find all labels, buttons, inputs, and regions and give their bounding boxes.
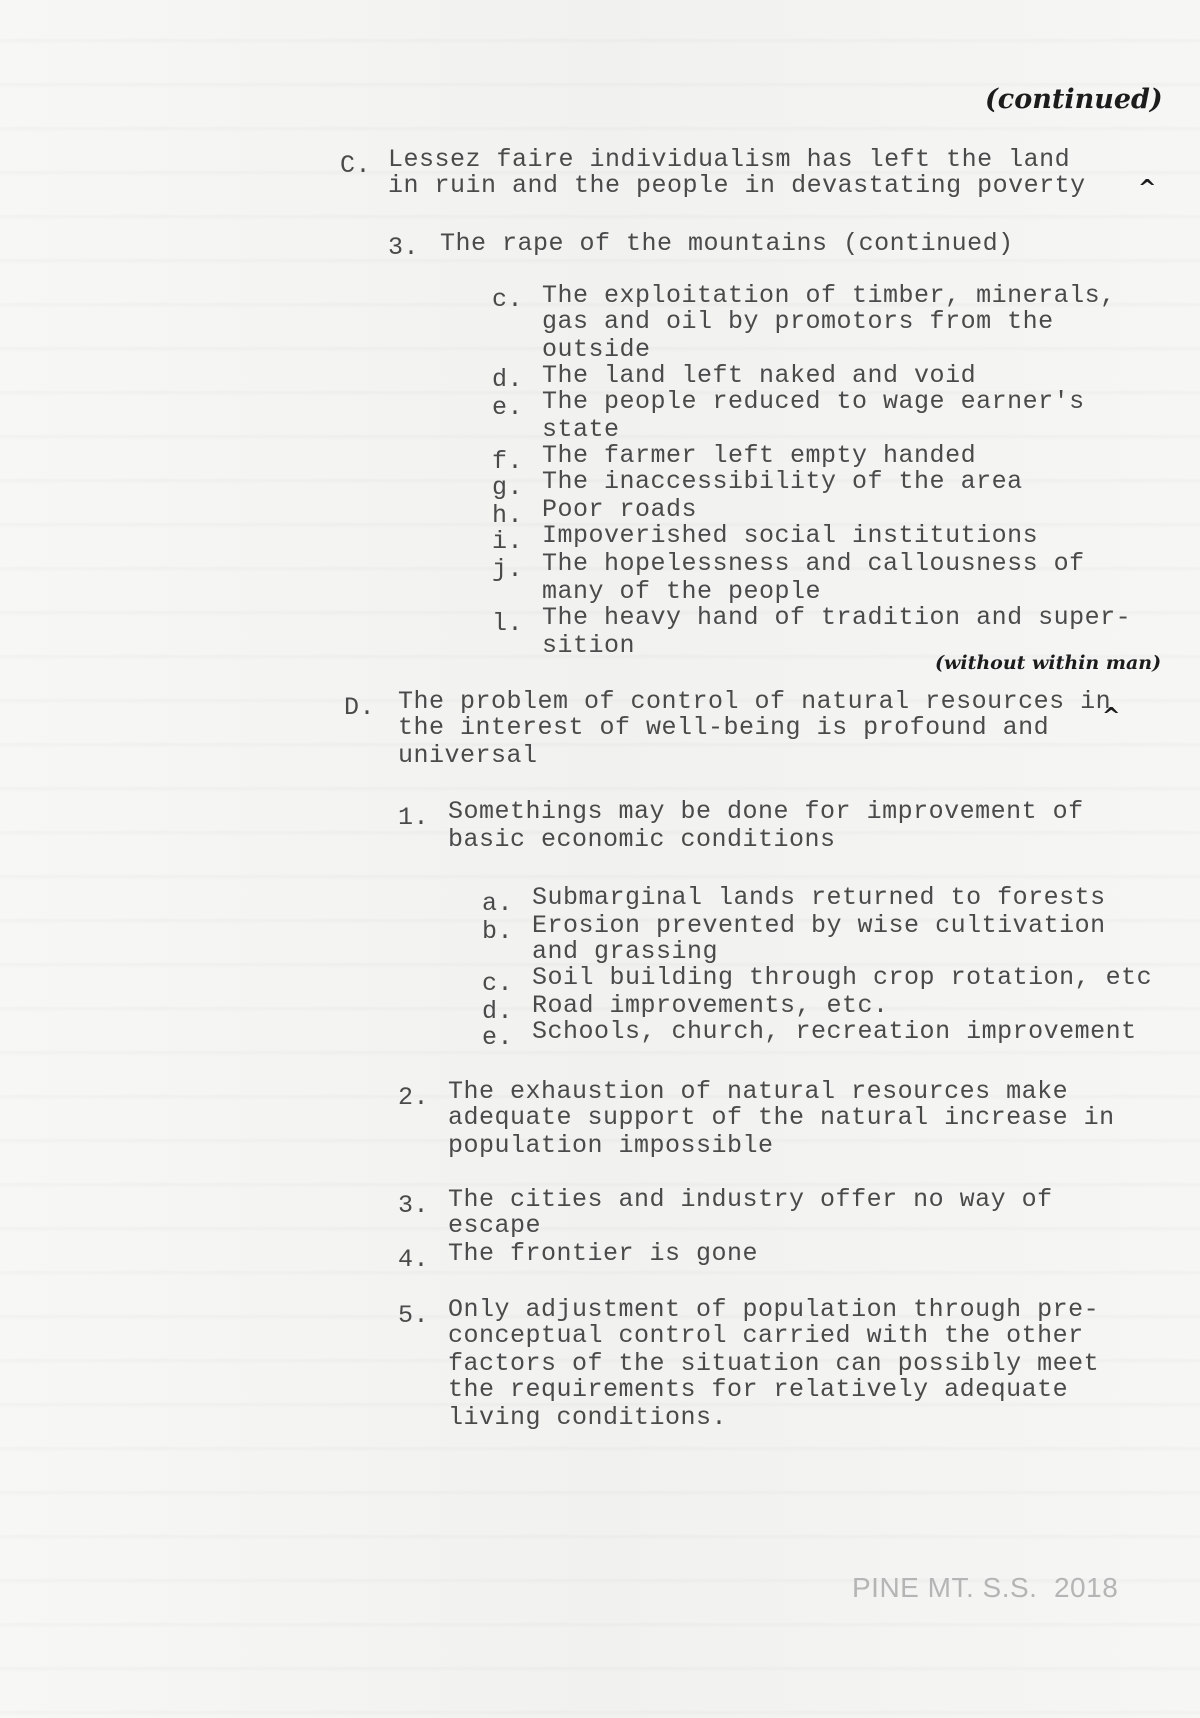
section-d-item3-line: The cities and industry offer no way of xyxy=(448,1185,1053,1214)
caret-insert-mark: ^ xyxy=(1138,176,1157,201)
list-item-line: outside xyxy=(542,335,651,364)
list-item-marker: c. xyxy=(482,969,514,998)
caret-insert-mark: ^ xyxy=(1102,704,1121,729)
list-item-line: The farmer left empty handed xyxy=(542,441,977,470)
section-d-item2-marker: 2. xyxy=(398,1083,430,1112)
section-d-item1-marker: 1. xyxy=(398,803,430,832)
section-c-heading-line2: in ruin and the people in devastating poverty xyxy=(388,171,1086,200)
list-item-line: Poor roads xyxy=(542,495,698,524)
section-d-item5-line: the requirements for relatively adequate xyxy=(448,1375,1069,1404)
list-item-line: Erosion prevented by wise cultivation xyxy=(532,911,1106,940)
list-item-marker: d. xyxy=(492,365,524,394)
section-d-item5-line: factors of the situation can possibly meet xyxy=(448,1349,1100,1378)
list-item-line: The hopelessness and callousness of xyxy=(542,549,1085,578)
section-d-item5-line: Only adjustment of population through pre- xyxy=(448,1295,1100,1324)
section-c-heading-line1: Lessez faire individualism has left the land xyxy=(388,145,1071,174)
section-d-item5-line: living conditions. xyxy=(448,1403,728,1432)
section-d-item4-marker: 4. xyxy=(398,1245,430,1274)
list-item-marker: h. xyxy=(492,501,524,530)
section-d-item2-line: population impossible xyxy=(448,1131,774,1160)
section-d-item5-line: conceptual control carried with the other xyxy=(448,1321,1084,1350)
list-item-line: Road improvements, etc. xyxy=(532,991,889,1020)
section-d-item5-marker: 5. xyxy=(398,1301,430,1330)
handwritten-continued-note: (continued) xyxy=(985,84,1163,115)
section-d-item1-line: basic economic conditions xyxy=(448,825,836,854)
section-c-marker: C. xyxy=(340,151,372,180)
list-item-marker: c. xyxy=(492,285,524,314)
list-item-line: The inaccessibility of the area xyxy=(542,467,1023,496)
section-d-item2-line: adequate support of the natural increase in xyxy=(448,1103,1115,1132)
list-item-line: The land left naked and void xyxy=(542,361,977,390)
section-d-item3-line: escape xyxy=(448,1211,542,1240)
section-d-marker: D. xyxy=(344,693,376,722)
section-c-item3-marker: 3. xyxy=(388,233,420,262)
list-item-line: The heavy hand of tradition and super- xyxy=(542,603,1132,632)
list-item-marker: e. xyxy=(482,1023,514,1052)
list-item-line: Submarginal lands returned to forests xyxy=(532,883,1106,912)
list-item-line: Impoverished social institutions xyxy=(542,521,1039,550)
list-item-line: sition xyxy=(542,631,636,660)
section-d-item4-line: The frontier is gone xyxy=(448,1239,759,1268)
section-c-item3-text: The rape of the mountains (continued) xyxy=(440,229,1014,258)
list-item-marker: f. xyxy=(492,447,524,476)
list-item-line: Schools, church, recreation improvement xyxy=(532,1017,1137,1046)
section-d-item3-marker: 3. xyxy=(398,1191,430,1220)
list-item-marker: l. xyxy=(492,609,524,638)
section-d-heading-line: the interest of well-being is profound and xyxy=(398,713,1050,742)
list-item-line: Soil building through crop rotation, etc xyxy=(532,963,1153,992)
list-item-line: The exploitation of timber, minerals, xyxy=(542,281,1116,310)
list-item-marker: i. xyxy=(492,527,524,556)
section-d-heading-line: universal xyxy=(398,741,538,770)
list-item-line: gas and oil by promotors from the xyxy=(542,307,1054,336)
list-item-marker: g. xyxy=(492,473,524,502)
list-item-marker: e. xyxy=(492,393,524,422)
section-d-item2-line: The exhaustion of natural resources make xyxy=(448,1077,1069,1106)
list-item-marker: b. xyxy=(482,917,514,946)
list-item-marker: d. xyxy=(482,997,514,1026)
list-item-line: many of the people xyxy=(542,577,822,606)
list-item-line: The people reduced to wage earner's xyxy=(542,387,1085,416)
list-item-line: and grassing xyxy=(532,937,719,966)
watermark-text: PINE MT. S.S. 2018 xyxy=(852,1572,1119,1603)
handwritten-insert-note: (without within man) xyxy=(935,652,1162,674)
section-d-heading-line: The problem of control of natural resources in xyxy=(398,687,1112,716)
list-item-marker: j. xyxy=(492,555,524,584)
section-d-item1-line: Somethings may be done for improvement of xyxy=(448,797,1084,826)
list-item-line: state xyxy=(542,415,620,444)
list-item-marker: a. xyxy=(482,889,514,918)
